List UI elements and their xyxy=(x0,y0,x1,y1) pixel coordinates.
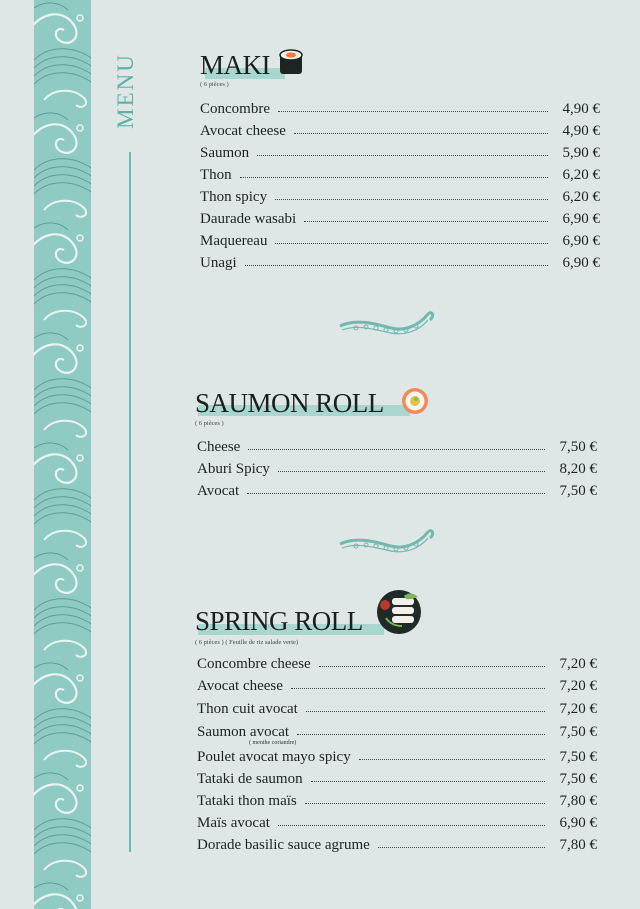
dotted-leader xyxy=(304,220,548,222)
menu-item-price: 6,20 € xyxy=(562,188,600,205)
menu-item-price: 7,50 € xyxy=(559,770,597,787)
menu-item-row xyxy=(197,653,597,675)
wave-pattern-icon xyxy=(34,0,91,909)
spring-roll-plate-icon xyxy=(374,588,424,636)
menu-item-row xyxy=(197,812,597,834)
dotted-leader xyxy=(240,176,548,178)
menu-item-row xyxy=(197,768,597,790)
dotted-leader xyxy=(297,733,545,735)
salmon-roll-icon xyxy=(400,386,430,416)
maki-portion-note: ( 6 pièces ) xyxy=(200,81,229,88)
menu-item-row xyxy=(200,230,600,252)
menu-item-price: 7,20 € xyxy=(559,677,597,694)
dotted-leader xyxy=(245,264,548,266)
dotted-leader xyxy=(378,846,545,848)
dotted-leader xyxy=(257,154,548,156)
menu-item-name: Thon cuit avocat xyxy=(197,700,298,717)
menu-item-name: Concombre xyxy=(200,100,270,117)
menu-item-row xyxy=(200,120,600,142)
menu-item-name: Thon spicy xyxy=(200,188,268,205)
menu-item-row xyxy=(200,208,600,230)
menu-item-row xyxy=(197,436,597,458)
menu-item-name: Cheese xyxy=(197,438,241,455)
menu-item-name: Maquereau xyxy=(200,232,268,249)
spring-roll-portion-note: ( 6 pièces ) ( Feuille de riz salade verte) xyxy=(195,639,299,646)
dotted-leader xyxy=(275,198,548,200)
menu-item-name: Tataki de saumon xyxy=(197,770,303,787)
dotted-leader xyxy=(247,492,545,494)
menu-vertical-label xyxy=(108,53,148,138)
menu-item-price: 7,50 € xyxy=(559,748,597,765)
menu-item-row xyxy=(200,164,600,186)
menu-item-name: Thon xyxy=(200,166,232,183)
menu-item-row xyxy=(200,98,600,120)
dotted-leader xyxy=(359,758,545,760)
menu-item-row xyxy=(200,142,600,164)
menu-item-price: 7,50 € xyxy=(559,482,597,499)
menu-item-name: Daurade wasabi xyxy=(200,210,297,227)
maki-roll-icon xyxy=(278,48,304,76)
dotted-leader xyxy=(278,824,545,826)
menu-item-price: 7,20 € xyxy=(559,655,597,672)
maki-title: MAKI xyxy=(200,50,270,80)
menu-item-row xyxy=(197,746,597,768)
menu-item-row xyxy=(197,698,597,720)
menu-item-name: Avocat cheese xyxy=(197,677,283,694)
menu-item-price: 7,50 € xyxy=(559,723,597,740)
dotted-leader xyxy=(248,448,545,450)
menu-item-price: 7,80 € xyxy=(559,836,597,853)
menu-item-price: 6,90 € xyxy=(559,814,597,831)
menu-item-price: 8,20 € xyxy=(559,460,597,477)
dotted-leader xyxy=(294,132,548,134)
menu-item-name: Tataki thon maïs xyxy=(197,792,297,809)
menu-item-row xyxy=(197,480,597,502)
menu-item-name: Unagi xyxy=(200,254,237,271)
saumon-roll-portion-note: ( 6 pièces ) xyxy=(195,420,224,427)
dotted-leader xyxy=(291,687,545,689)
dotted-leader xyxy=(305,802,545,804)
spring-roll-title: SPRING ROLL xyxy=(195,606,363,636)
menu-item-price: 4,90 € xyxy=(562,122,600,139)
dotted-leader xyxy=(278,470,545,472)
menu-item-subnote: ( menthe coriandre) xyxy=(249,740,297,746)
menu-item-price: 6,90 € xyxy=(562,232,600,249)
menu-label-text: MENU xyxy=(112,53,138,129)
menu-item-name: Dorade basilic sauce agrume xyxy=(197,836,370,853)
dotted-leader xyxy=(311,780,545,782)
menu-item-price: 6,20 € xyxy=(562,166,600,183)
vertical-divider xyxy=(129,152,131,852)
menu-item-name: Avocat cheese xyxy=(200,122,286,139)
menu-item-price: 7,20 € xyxy=(559,700,597,717)
menu-item-price: 7,80 € xyxy=(559,792,597,809)
menu-item-name: Concombre cheese xyxy=(197,655,311,672)
menu-item-row xyxy=(200,186,600,208)
wave-pattern-strip xyxy=(34,0,91,909)
dotted-leader xyxy=(319,665,545,667)
menu-item-price: 7,50 € xyxy=(559,438,597,455)
dotted-leader xyxy=(306,710,545,712)
menu-item-name: Poulet avocat mayo spicy xyxy=(197,748,351,765)
menu-item-name: Maïs avocat xyxy=(197,814,270,831)
saumon-roll-title: SAUMON ROLL xyxy=(195,388,384,418)
menu-item-name: Avocat xyxy=(197,482,240,499)
menu-item-name: Aburi Spicy xyxy=(197,460,270,477)
menu-item-row xyxy=(197,790,597,812)
menu-item-price: 5,90 € xyxy=(562,144,600,161)
menu-item-price: 6,90 € xyxy=(562,254,600,271)
menu-item-row xyxy=(197,458,597,480)
octopus-tentacle-icon xyxy=(336,524,436,560)
menu-item-name: Saumon avocat xyxy=(197,723,290,740)
menu-item-price: 4,90 € xyxy=(562,100,600,117)
menu-item-price: 6,90 € xyxy=(562,210,600,227)
dotted-leader xyxy=(278,110,548,112)
menu-item-row xyxy=(197,675,597,697)
menu-item-row xyxy=(197,834,597,856)
menu-item-name: Saumon xyxy=(200,144,250,161)
menu-item-row xyxy=(200,252,600,274)
dotted-leader xyxy=(275,242,548,244)
octopus-tentacle-icon xyxy=(336,306,436,342)
